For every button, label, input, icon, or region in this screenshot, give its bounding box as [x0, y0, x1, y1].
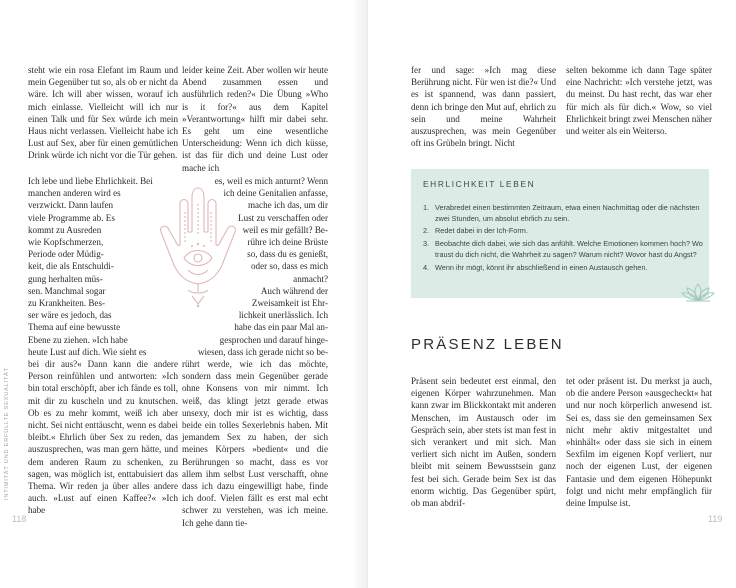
text-line: ser wäre es jedoch, das: [28, 310, 112, 321]
list-number: 1.: [423, 203, 430, 212]
text-line: Thema auf eine bewusste: [28, 322, 121, 333]
list-item: [423, 263, 703, 274]
paragraph: leider keine Zeit. Aber wollen wir heute Abend zusammen essen und ausführlich reden?« Die Übung »Who is it for?« aus dem Kapitel »Verantwortung« hilft mir dabei sehr. Es geht um eine wesentliche Unterscheidung: Wenn ich dich küsse, ist das für dich und deine Lust oder mache ich: [182, 65, 328, 173]
text-line: keit, die als Entschuldi-: [28, 261, 114, 272]
list-item: [423, 203, 703, 224]
paragraph: fer und sage: »Ich mag diese Berührung nicht. Für wen ist die?« Und es ist spannend, was dann passiert, denn ich bringe den Mut auf, ehrlich zu sein und meine Wahrheit auszusprechen, was mein Gegenüber oft ins Grübeln bringt. Nicht: [411, 65, 556, 149]
list-item: [423, 239, 703, 260]
text-line: so, dass du es genießt,: [247, 249, 328, 260]
text-line: sen. Manchmal sogar: [28, 285, 106, 296]
text-line: Zweisamkeit ist Ehr-: [251, 298, 328, 309]
page-number-right: 119: [708, 514, 723, 524]
text-line: Auch während der: [260, 285, 328, 296]
text-line: lichkeit unerlässlich. Ich: [238, 310, 328, 321]
list-text: Beobachte dich dabei, wie sich das anfühlt. Welche Emotionen kommen hoch? Wo traust du dich nicht, die Wahrheit zu sagen? Warum nicht? Wovor hast du Angst?: [435, 239, 703, 259]
list-text: Verabredet einen bestimmten Zeitraum, etwa einen Nachmittag oder die nächsten zwei Stunden, um absolut ehrlich zu sein.: [435, 203, 700, 223]
lotus-icon: [681, 281, 715, 303]
right-column-1-top: [411, 64, 556, 149]
left-column-1-bottom: [28, 358, 178, 517]
text-line: viele Programme ab. Es: [28, 212, 115, 223]
list-number: 4.: [423, 262, 430, 272]
list-text: Wenn ihr mögt, könnt ihr abschließend in einen Austausch gehen.: [435, 262, 648, 272]
page-number-left: 118: [12, 514, 27, 524]
paragraph: tet oder präsent ist. Du merkst ja auch, ob die andere Person »ausgecheckt« hat und nur noch körperlich anwesend ist. Sei es, dass sie den gemeinsamen Sex nicht mehr aktiv mitgestaltet und »hinhält« oder dass sie sich in einem Sexfilm im eigenen Kopf verliert, nur noch der eigenen Lust, der eigenen Fantasie und dem eigenen Höhepunkt folgt und nicht mehr empfänglich für deine Impulse ist.: [566, 376, 712, 509]
text-line: gesprochen und darauf hinge-: [219, 334, 328, 345]
section-heading: PRÄSENZ LEBEN: [411, 336, 564, 353]
list-number: 3.: [423, 239, 430, 249]
text-line: verzwickt. Dann laufen: [28, 200, 114, 211]
text-line: gung herhalten müs-: [28, 273, 103, 284]
text-line: wiesen, dass ich gerade nicht so be-: [197, 346, 328, 357]
right-column-1-bottom: [411, 375, 556, 509]
text-line: ich deine Genitalien anfasse,: [223, 188, 328, 199]
right-column-2-bottom: [566, 375, 712, 509]
text-line: heute Lust auf dich. Wie sieht es: [28, 346, 147, 357]
hamsa-hand-icon: [158, 186, 238, 308]
left-column-2-top: [182, 64, 328, 174]
paragraph: bei dir aus?« Dann kann die andere Person reinfühlen und antworten: »Ich bin total erschöpft, aber ich fände es toll, mit dir zu kuscheln und zu knutschen. Ob es zu mehr kommt, weiß ich aber nicht. Sei nicht enttäuscht, wenn es dabei bleibt.« Ehrlich über Sex zu reden, das auszusprechen, was man gern hätte, und dem anderen Raum zu schenken, zu sagen, was möglich ist, enttabuisiert das Thema. Wir reden ja über alles andere auch. »Lust auf einen Kaffee?« »Ich habe: [28, 359, 179, 516]
left-column-1-wrapped-lines: [28, 175, 178, 358]
text-line: es, weil es mich anturnt? Wenn: [214, 176, 328, 186]
text-line: rühre ich deine Brüste: [247, 237, 328, 248]
right-column-2-top: [566, 64, 712, 137]
paragraph: rührt werde, wie ich das möchte, sondern dass mein Gegenüber gerade ohne Konsens von mir nimmt. Ich weiß, das klingt jetzt gerade etwas unsexy, doch mir ist es wichtig, dass beide ein tolles Sexerlebnis haben. Mit jemandem Sex zu haben, der sich meines Körpers »bedient« und die Berührungen so macht, dass es vor allem ihm selbst Lust verschafft, ohne dass ich dazu eingewilligt habe, finde ich doof. Vielen fällt es erst mal echt schwer zu verstehen, was ich meine. Ich gehe dann tie-: [182, 359, 328, 528]
paragraph: selten bekomme ich dann Tage später eine Nachricht: »Ich verstehe jetzt, was du meinst. Du hast recht, das war eher für mich als für dich.« Wow, so viel Ehrlichkeit bringt zwei Menschen näher und weiter als ein Weiterso.: [566, 65, 712, 137]
text-line: habe das ein paar Mal an-: [234, 322, 328, 333]
list-number: 2.: [423, 226, 430, 236]
paragraph: steht wie ein rosa Elefant im Raum und mein Gegenüber tut so, als ob er nicht da wäre. Ich will aber wissen, worauf ich mich einlasse. Vielleicht will ich nur einen Talk und für Sex würde ich mein Haus nicht verlassen. Vielleicht habe ich Lust auf Sex, aber für einen gemütlichen Drink würde ich nicht vor die Tür gehen.: [28, 65, 178, 161]
running-side-label: INTIMITÄT UND ERFÜLLTE SEXUALITÄT: [4, 367, 10, 500]
exercise-box: [411, 169, 709, 298]
list-text: Redet dabei in der Ich-Form.: [435, 226, 528, 236]
left-column-2-bottom: [182, 358, 328, 529]
text-line: oder so, dass es mich: [250, 261, 328, 272]
left-column-1-top: [28, 64, 178, 162]
text-line: manchen anderen wird es: [28, 188, 121, 199]
text-line: weil es mir gefällt? Be-: [242, 224, 328, 235]
text-line: mache ich das, um dir: [247, 200, 328, 211]
text-line: Periode oder Müdig-: [28, 249, 104, 260]
text-line: Ich lebe und liebe Ehrlichkeit. Bei: [28, 176, 153, 186]
exercise-box-title: EHRLICHKEIT LEBEN: [423, 179, 536, 189]
text-line: Ebene zu ziehen. »Ich habe: [28, 334, 128, 345]
text-line: kommt zu Ausreden: [28, 224, 102, 235]
paragraph: Präsent sein bedeutet erst einmal, den eigenen Körper wahrzunehmen. Man kann zwar im Blickkontakt mit anderen Menschen, im Austausch oder im Gespräch sein, aber stets ist man fest in sich verankert und mit sich. Man verliert sich nicht im Außen, sondern bleibt mit seinem Bewusstsein ganz fest bei sich. Gerade beim Sex ist das enorm wichtig. Das Gegenüber spürt, ob man abdrif-: [411, 376, 556, 509]
text-line: zu Krankheiten. Bes-: [28, 298, 106, 309]
list-item: [423, 226, 703, 237]
text-line: Lust zu verschaffen oder: [238, 212, 328, 223]
text-line: wie Kopfschmerzen,: [28, 237, 104, 248]
exercise-list: [423, 203, 703, 275]
text-line: anmacht?: [293, 273, 328, 284]
